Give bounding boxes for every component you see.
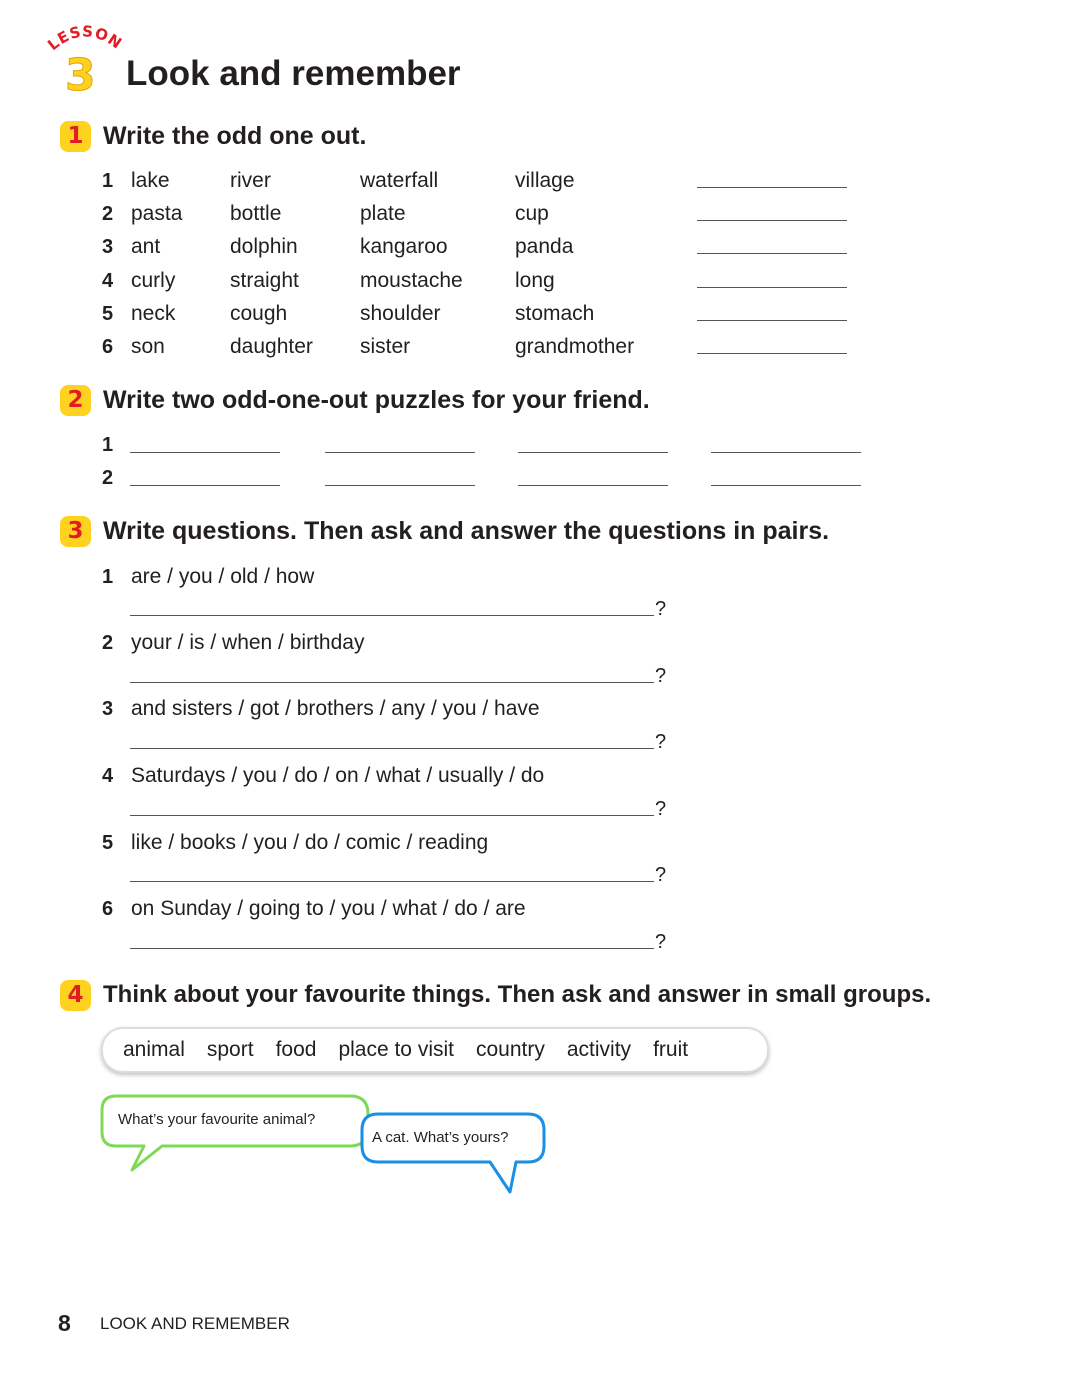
word-option: son — [131, 335, 165, 358]
word-box-item: fruit — [653, 1038, 689, 1061]
word-option: grandmother — [515, 335, 635, 358]
exercise-2-badge: 2 — [60, 385, 91, 416]
page-title: Look and remember — [126, 54, 461, 93]
word-option: village — [515, 169, 575, 192]
question-number: 6 — [102, 898, 114, 920]
answer-line[interactable] — [325, 452, 475, 453]
question-number: 1 — [102, 566, 114, 588]
answer-line[interactable] — [697, 287, 847, 288]
exercise-1-instruction: Write the odd one out. — [103, 122, 367, 150]
word-option: dolphin — [230, 235, 298, 258]
lesson-badge — [44, 22, 128, 101]
answer-speech-bubble — [362, 1114, 544, 1192]
word-option: waterfall — [360, 169, 439, 192]
exercise-4-badge: 4 — [60, 980, 91, 1011]
lesson-label: LESSON — [44, 22, 126, 55]
answer-speech-text: A cat. What’s yours? — [372, 1129, 509, 1146]
speech-bubbles — [96, 1090, 556, 1200]
answer-line[interactable] — [130, 748, 654, 749]
lesson-number: 3 — [65, 50, 96, 101]
word-option: ant — [131, 235, 161, 258]
answer-line[interactable] — [711, 485, 861, 486]
row-number: 1 — [102, 170, 114, 192]
question-number: 4 — [102, 765, 114, 787]
answer-line[interactable] — [130, 815, 654, 816]
word-box-item: sport — [206, 1038, 254, 1061]
question-mark: ? — [655, 665, 667, 687]
answer-line[interactable] — [130, 682, 654, 683]
question-mark: ? — [655, 731, 667, 753]
question-prompt: your / is / when / birthday — [131, 631, 365, 654]
word-option: moustache — [360, 269, 463, 292]
row-number: 3 — [102, 236, 114, 258]
row-number: 5 — [102, 303, 114, 325]
row-number: 2 — [102, 203, 114, 225]
exercise-1-badge: 1 — [60, 121, 91, 152]
question-mark: ? — [655, 931, 667, 953]
answer-line[interactable] — [130, 615, 654, 616]
question-mark: ? — [655, 864, 667, 886]
row-number: 2 — [102, 467, 114, 489]
answer-line[interactable] — [697, 253, 847, 254]
footer-section-title: LOOK AND REMEMBER — [100, 1314, 290, 1333]
answer-line[interactable] — [697, 220, 847, 221]
question-prompt: Saturdays / you / do / on / what / usually / do — [131, 764, 545, 787]
question-number: 5 — [102, 832, 114, 854]
word-option: shoulder — [360, 302, 441, 325]
word-box-item: activity — [566, 1038, 632, 1061]
question-prompt: like / books / you / do / comic / reading — [131, 831, 489, 854]
answer-line[interactable] — [518, 452, 668, 453]
word-option: stomach — [515, 302, 595, 325]
word-option: straight — [230, 269, 299, 292]
exercise-3-badge: 3 — [60, 516, 91, 547]
question-mark: ? — [655, 798, 667, 820]
word-box — [101, 1027, 769, 1073]
question-mark: ? — [655, 598, 667, 620]
word-option: kangaroo — [360, 235, 448, 258]
word-option: pasta — [131, 202, 183, 225]
answer-line[interactable] — [130, 452, 280, 453]
answer-line[interactable] — [130, 485, 280, 486]
answer-line[interactable] — [130, 948, 654, 949]
word-box-item: food — [275, 1038, 317, 1061]
word-option: plate — [360, 202, 406, 225]
question-number: 2 — [102, 632, 114, 654]
word-box-item: animal — [123, 1038, 185, 1061]
exercise-2-instruction: Write two odd-one-out puzzles for your friend. — [103, 386, 650, 414]
exercise-4-instruction: Think about your favourite things. Then ask and answer in small groups. — [103, 981, 932, 1008]
answer-line[interactable] — [697, 353, 847, 354]
question-number: 3 — [102, 698, 114, 720]
answer-line[interactable] — [325, 485, 475, 486]
question-speech-bubble — [102, 1096, 368, 1170]
word-option: cup — [515, 202, 549, 225]
question-prompt: on Sunday / going to / you / what / do / are — [131, 897, 526, 920]
word-option: daughter — [230, 335, 313, 358]
answer-line[interactable] — [697, 187, 847, 188]
word-option: sister — [360, 335, 411, 358]
row-number: 1 — [102, 434, 114, 456]
word-box-item: place to visit — [338, 1038, 454, 1061]
question-prompt: are / you / old / how — [131, 565, 315, 588]
row-number: 6 — [102, 336, 114, 358]
word-option: lake — [131, 169, 170, 192]
answer-line[interactable] — [711, 452, 861, 453]
word-option: neck — [131, 302, 176, 325]
question-prompt: and sisters / got / brothers / any / you / have — [131, 697, 540, 720]
page-number: 8 — [58, 1310, 71, 1336]
answer-line[interactable] — [697, 320, 847, 321]
answer-line[interactable] — [518, 485, 668, 486]
word-option: panda — [515, 235, 574, 258]
word-option: river — [230, 169, 271, 192]
word-option: bottle — [230, 202, 282, 225]
exercise-3-instruction: Write questions. Then ask and answer the questions in pairs. — [103, 517, 830, 545]
word-option: cough — [230, 302, 288, 325]
word-box-item: country — [476, 1038, 545, 1061]
word-option: long — [515, 269, 555, 292]
answer-line[interactable] — [130, 881, 654, 882]
question-speech-text: What’s your favourite animal? — [118, 1111, 316, 1128]
word-option: curly — [131, 269, 176, 292]
row-number: 4 — [102, 270, 114, 292]
